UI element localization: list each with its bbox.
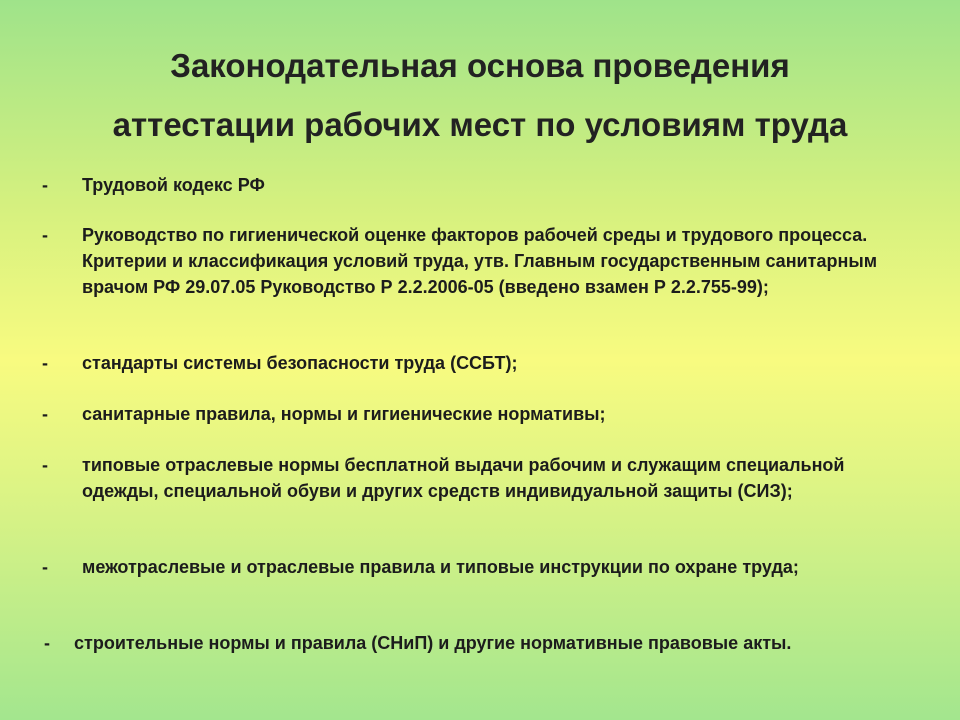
bullet-dash: -: [42, 404, 48, 424]
bullet-dash: -: [42, 557, 48, 577]
title-line-1: Законодательная основа проведения: [170, 47, 790, 84]
list-item-text: санитарные правила, нормы и гигиенические нормативы;: [82, 404, 606, 424]
bullet-dash: -: [42, 353, 48, 373]
list-item-text: типовые отраслевые нормы бесплатной выдачи рабочим и служащим специальной одежды, специальной обуви и других средств индивидуальной защиты (СИЗ);: [82, 455, 845, 501]
list-item-text: стандарты системы безопасности труда (ССБТ);: [82, 353, 518, 373]
title-line-2: аттестации рабочих мест по условиям труда: [112, 106, 848, 143]
page-title: [0, 36, 960, 154]
list-item-text: строительные нормы и правила (СНиП) и другие нормативные правовые акты.: [74, 633, 792, 653]
bullet-dash: -: [42, 175, 48, 195]
bullet-dash: -: [42, 455, 48, 475]
bullet-dash: -: [42, 225, 48, 245]
bullet-dash: -: [44, 633, 50, 653]
list-item-text: Руководство по гигиенической оценке факторов рабочей среды и трудового процесса. Критерии и классификация условий труда, утв. Главным государственным санитарным врачом РФ 29.07.05 Руководство Р 2.2.2006-05 (введено взамен Р 2.2.755-99);: [82, 225, 878, 297]
list-item-text: межотраслевые и отраслевые правила и типовые инструкции по охране труда;: [82, 557, 799, 577]
list-item-text: Трудовой кодекс РФ: [82, 175, 265, 195]
